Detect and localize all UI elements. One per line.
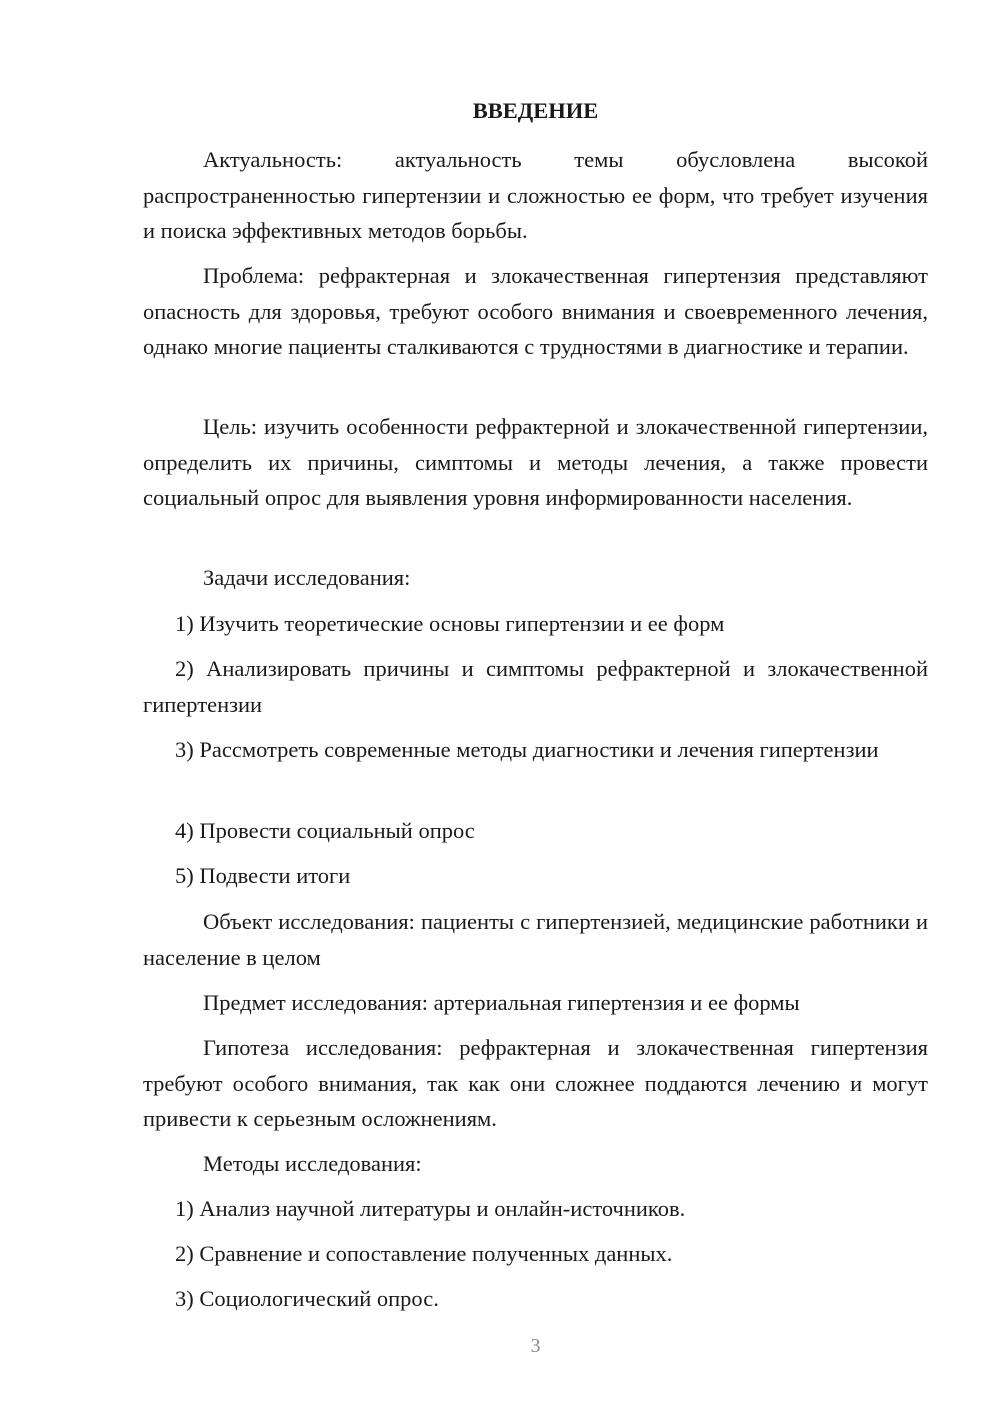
task-item-1: 1) Изучить теоретические основы гипертензии и ее форм [175, 611, 725, 636]
task-item-4: 4) Провести социальный опрос [175, 818, 475, 843]
task-item-5: 5) Подвести итоги [175, 863, 351, 888]
relevance-paragraph: Актуальность: актуальность темы обусловлена высокой распространенностью гипертензии и сложностью ее форм, что требует изучения и поиска эффективных методов борьбы. [143, 147, 928, 243]
task-item-3: 3) Рассмотреть современные методы диагностики и лечения гипертензии [175, 737, 879, 762]
tasks-heading: Задачи исследования: [203, 565, 411, 590]
goal-paragraph: Цель: изучить особенности рефрактерной и злокачественной гипертензии, определить их причины, симптомы и методы лечения, а также провести социальный опрос для выявления уровня информированности населения. [143, 414, 928, 510]
section-heading: ВВЕДЕНИЕ [472, 98, 599, 123]
object-paragraph: Объект исследования: пациенты с гипертензией, медицинские работники и население в целом [143, 909, 928, 970]
method-item-3: 3) Социологический опрос. [175, 1286, 439, 1311]
task-item-2: 2) Анализировать причины и симптомы рефрактерной и злокачественной гипертензии [143, 656, 928, 717]
subject-paragraph: Предмет исследования: артериальная гипертензия и ее формы [203, 990, 800, 1015]
problem-paragraph: Проблема: рефрактерная и злокачественная гипертензия представляют опасность для здоровья, требуют особого внимания и своевременного лечения, однако многие пациенты сталкиваются с трудностями в диагностике и терапии. [143, 263, 928, 359]
methods-heading: Методы исследования: [203, 1151, 422, 1176]
page-number: 3 [530, 1335, 541, 1357]
method-item-2: 2) Сравнение и сопоставление полученных данных. [175, 1241, 673, 1266]
method-item-1: 1) Анализ научной литературы и онлайн-источников. [175, 1196, 686, 1221]
hypothesis-paragraph: Гипотеза исследования: рефрактерная и злокачественная гипертензия требуют особого внимания, так как они сложнее поддаются лечению и могут привести к серьезным осложнениям. [143, 1035, 928, 1131]
